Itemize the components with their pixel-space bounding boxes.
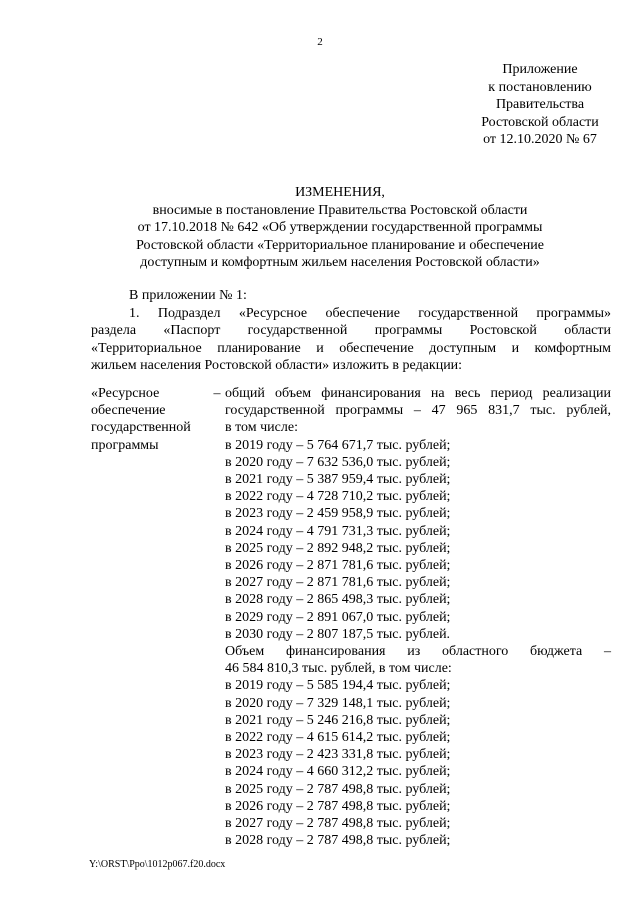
label-line: программы — [91, 437, 159, 453]
year-line: в 2019 году – 5 764 671,7 тыс. рублей; — [225, 437, 451, 453]
year-line: в 2023 году – 2 423 331,8 тыс. рублей; — [225, 747, 451, 763]
appendix-line: к постановлению — [488, 79, 592, 95]
paragraph-line: «Территориальное планирование и обеспечение доступным и комфортным — [91, 340, 611, 356]
year-line: в 2027 году – 2 787 498,8 тыс. рублей; — [225, 816, 451, 832]
year-line: в 2026 году – 2 787 498,8 тыс. рублей; — [225, 798, 451, 814]
appendix-block — [440, 61, 640, 149]
year-line: в 2021 году – 5 246 216,8 тыс. рублей; — [225, 712, 451, 728]
total-line: государственной программы – 47 965 831,7 тыс. рублей, — [225, 403, 611, 419]
year-line: в 2020 году – 7 329 148,1 тыс. рублей; — [225, 695, 451, 711]
total-line: общий объем финансирования на весь период реализации — [225, 386, 611, 401]
table-dash: – — [213, 386, 221, 401]
year-line: в 2027 году – 2 871 781,6 тыс. рублей; — [225, 575, 451, 591]
appendix-line: Ростовской области — [481, 114, 599, 130]
table-value-cell — [225, 385, 611, 849]
heading-line: Ростовской области «Территориальное планирование и обеспечение — [136, 237, 544, 253]
body-text — [91, 287, 611, 375]
year-line: в 2023 году – 2 459 958,9 тыс. рублей; — [225, 506, 451, 522]
year-line: в 2019 году – 5 585 194,4 тыс. рублей; — [225, 678, 451, 694]
paragraph-line: жильем населения Ростовской области» изложить в редакции: — [91, 358, 463, 374]
regional-line: 46 584 810,3 тыс. рублей, в том числе: — [225, 661, 452, 677]
appendix-line: от 12.10.2020 № 67 — [483, 132, 597, 148]
year-line: в 2028 году – 2 787 498,8 тыс. рублей; — [225, 833, 451, 849]
paragraph-line: 1. Подраздел «Ресурсное обеспечение государственной программы» — [129, 305, 611, 321]
year-line: в 2025 году – 2 892 948,2 тыс. рублей; — [225, 540, 451, 556]
appendix-line: Приложение — [502, 62, 578, 77]
year-line: в 2029 году – 2 891 067,0 тыс. рублей; — [225, 609, 451, 625]
year-line: в 2020 году – 7 632 536,0 тыс. рублей; — [225, 454, 451, 470]
heading-line: доступным и комфортным жильем населения Ростовской области» — [140, 255, 540, 271]
year-line: в 2026 году – 2 871 781,6 тыс. рублей; — [225, 558, 451, 574]
appendix-line: Правительства — [495, 97, 585, 113]
intro-line: В приложении № 1: — [129, 288, 247, 303]
label-line: государственной — [91, 420, 191, 436]
year-line: в 2024 году – 4 660 312,2 тыс. рублей; — [225, 764, 451, 780]
label-line: обеспечение — [91, 403, 166, 419]
heading-line: вносимые в постановление Правительства Ростовской области — [152, 202, 528, 218]
document-heading — [60, 184, 620, 272]
total-line: в том числе: — [225, 420, 298, 436]
year-line: в 2025 году – 2 787 498,8 тыс. рублей; — [225, 781, 451, 797]
year-line: в 2021 году – 5 387 959,4 тыс. рублей; — [225, 472, 451, 488]
table-label-cell — [91, 385, 209, 454]
year-line: в 2028 году – 2 865 498,3 тыс. рублей; — [225, 592, 451, 608]
file-path-footer: Y:\ORST\Ppo\1012p067.f20.docx — [89, 859, 226, 870]
label-line: «Ресурсное — [91, 386, 160, 401]
regional-line: Объем финансирования из областного бюджета – — [225, 644, 611, 660]
year-line: в 2030 году – 2 807 187,5 тыс. рублей. — [225, 626, 451, 642]
page-number: 2 — [317, 36, 323, 48]
year-line: в 2022 году – 4 728 710,2 тыс. рублей; — [225, 489, 451, 505]
year-line: в 2022 году – 4 615 614,2 тыс. рублей; — [225, 730, 451, 746]
heading-title: ИЗМЕНЕНИЯ, — [295, 185, 385, 200]
paragraph-line: раздела «Паспорт государственной программы Ростовской области — [91, 323, 611, 339]
heading-line: от 17.10.2018 № 642 «Об утверждении государственной программы — [137, 220, 543, 236]
year-line: в 2024 году – 4 791 731,3 тыс. рублей; — [225, 523, 451, 539]
